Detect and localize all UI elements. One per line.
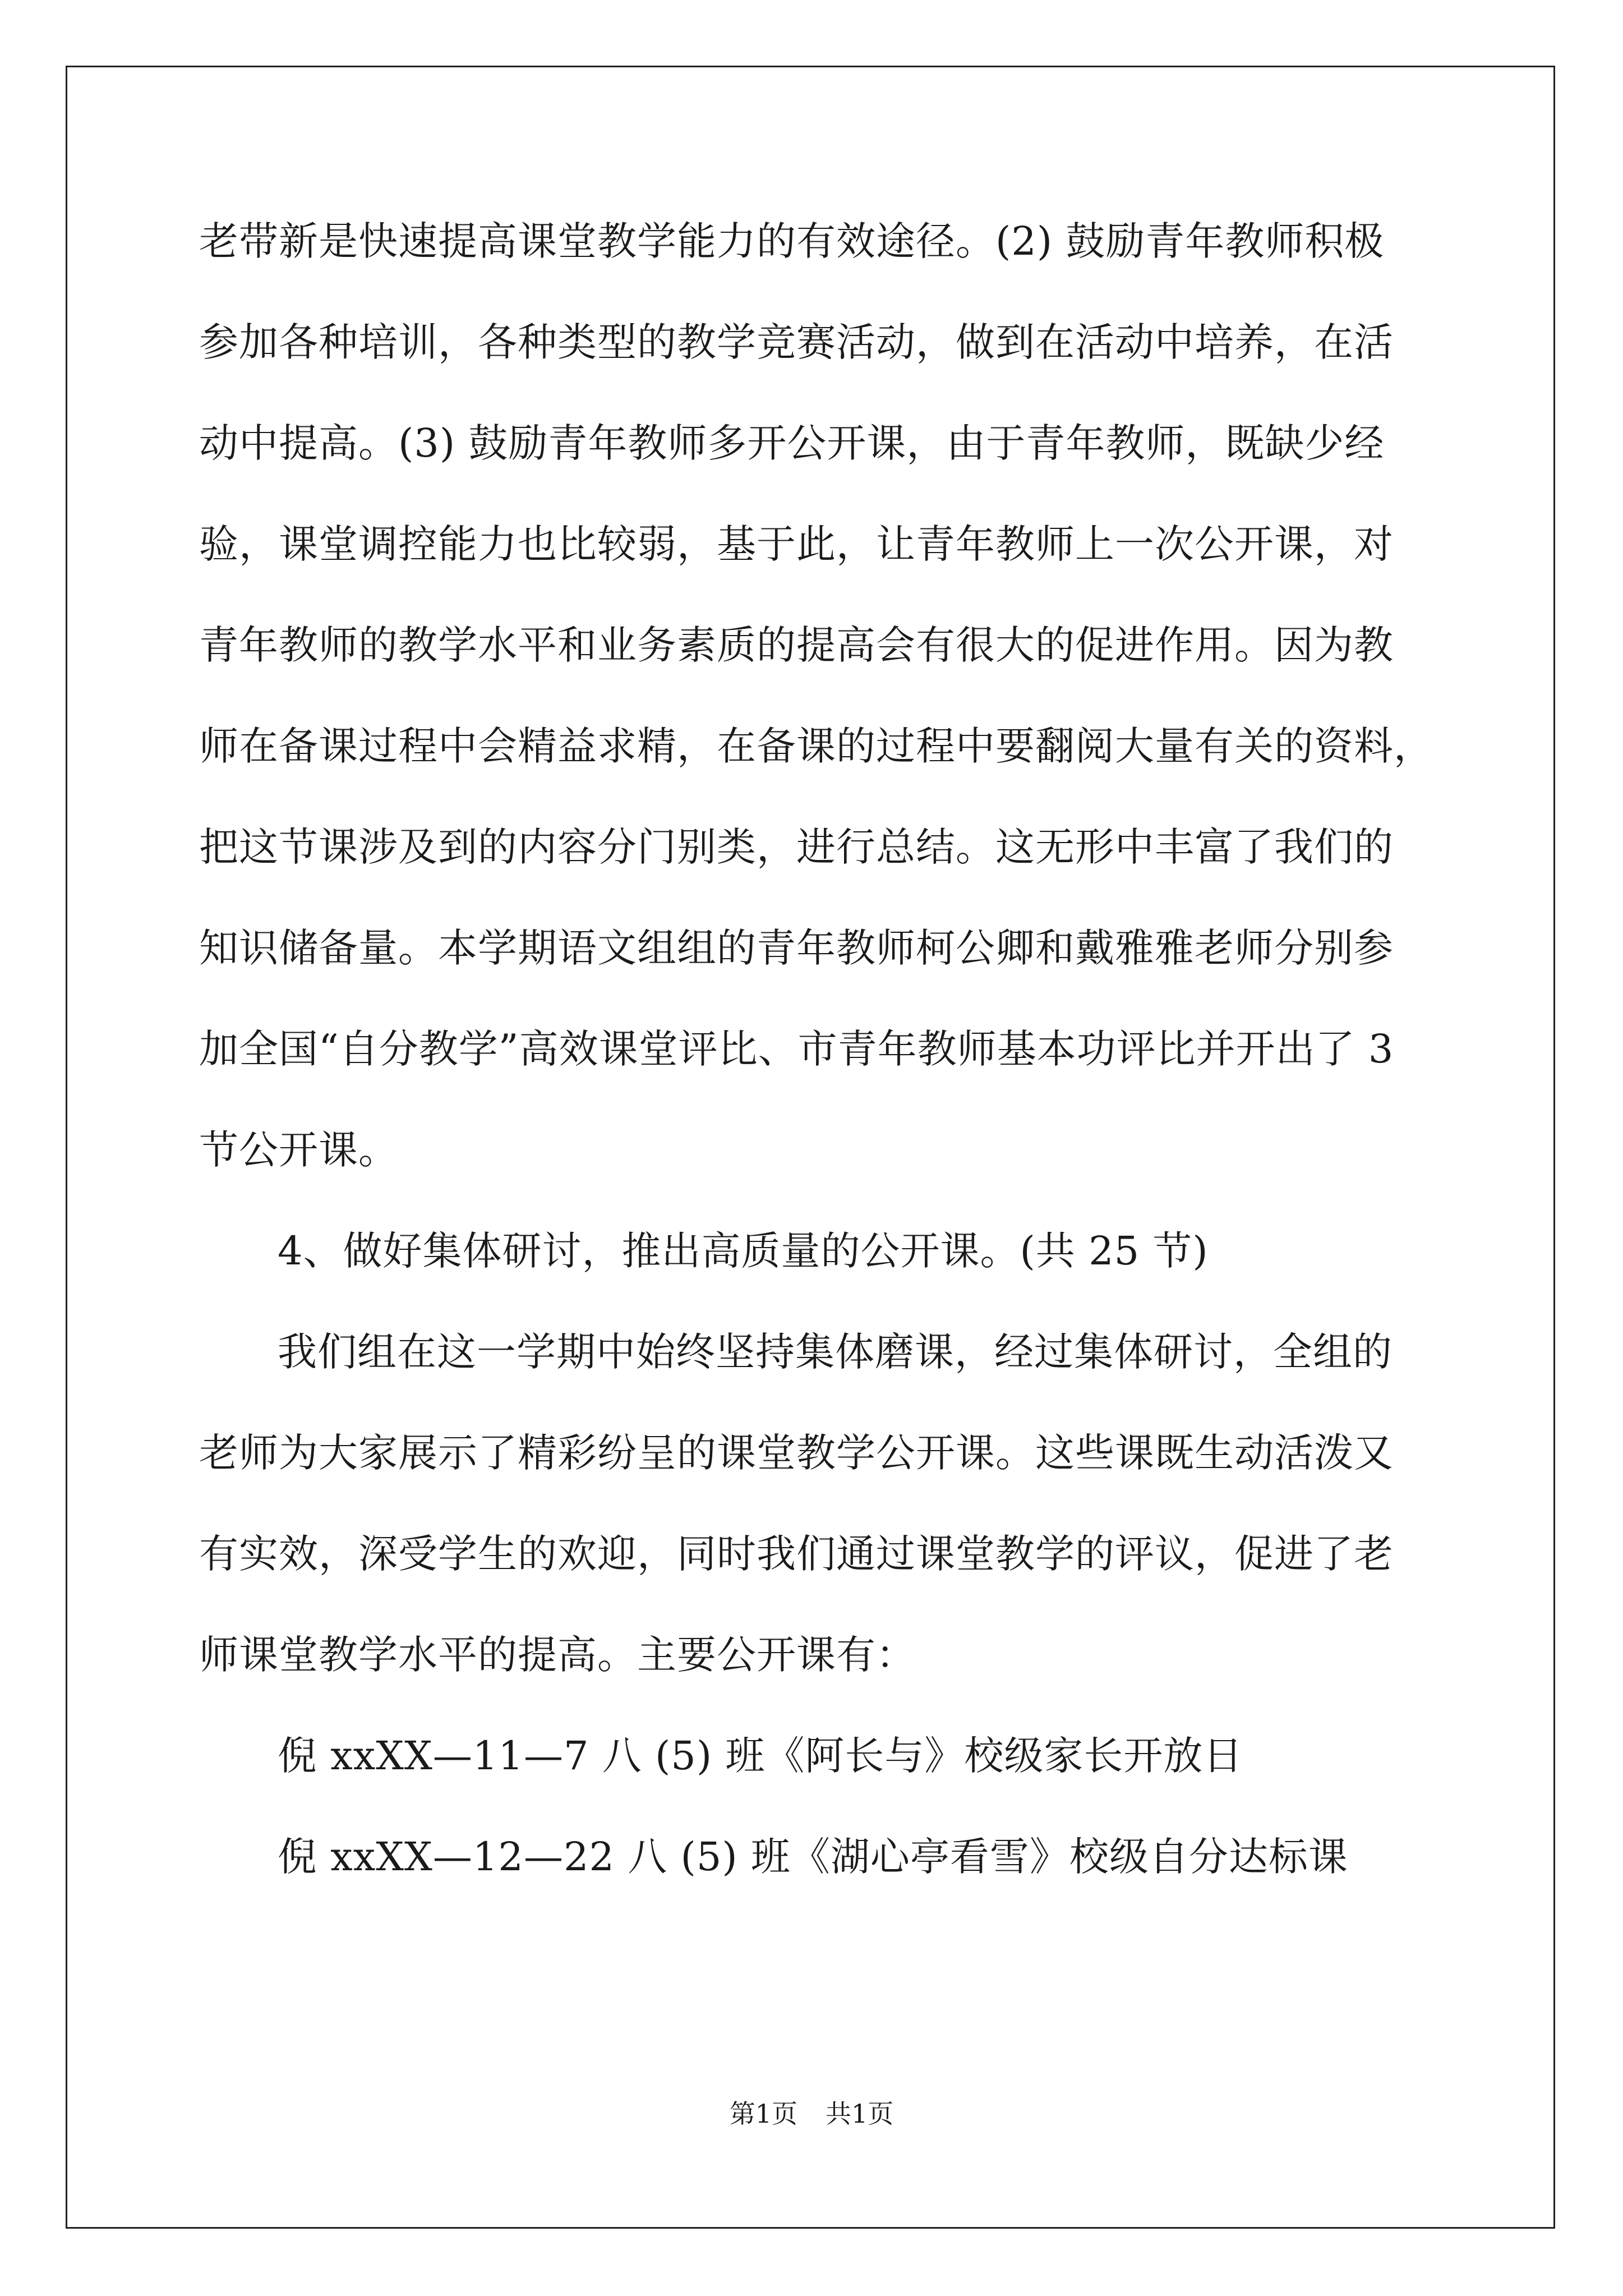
text-line: 我们组在这一学期中始终坚持集体磨课，经过集体研讨，全组的 xyxy=(278,1329,1393,1375)
text-line: 动中提高。(3) 鼓励青年教师多开公开课，由于青年教师，既缺少经 xyxy=(199,420,1385,466)
text-line: 有实效，深受学生的欢迎，同时我们通过课堂教学的评议，促进了老 xyxy=(199,1531,1394,1577)
text-line: 老师为大家展示了精彩纷呈的课堂教学公开课。这些课既生动活泼又 xyxy=(199,1430,1394,1476)
page-number-total: 共1页 xyxy=(826,2099,894,2129)
list-item: 倪 xxXX—12—22 八 (5) 班《湖心亭看雪》校级自分达标课 xyxy=(278,1834,1348,1880)
text-line: 知识储备量。本学期语文组组的青年教师柯公卿和戴雅雅老师分别参 xyxy=(199,925,1394,971)
text-line: 参加各种培训，各种类型的教学竞赛活动，做到在活动中培养，在活 xyxy=(199,319,1394,365)
page-footer xyxy=(0,2097,1623,2131)
text-line: 老带新是快速提高课堂教学能力的有效途径。(2) 鼓励青年教师积极 xyxy=(199,218,1385,264)
section-heading: 4、做好集体研讨，推出高质量的公开课。(共 25 节) xyxy=(278,1228,1209,1274)
text-line: 验，课堂调控能力也比较弱，基于此，让青年教师上一次公开课，对 xyxy=(199,521,1394,567)
text-line: 师课堂教学水平的提高。主要公开课有： xyxy=(199,1632,916,1678)
text-line: 加全国“自分教学”高效课堂评比、市青年教师基本功评比并开出了 3 xyxy=(199,1026,1394,1072)
text-line: 青年教师的教学水平和业务素质的提高会有很大的促进作用。因为教 xyxy=(199,622,1394,668)
text-line: 节公开课。 xyxy=(199,1127,398,1173)
page-number-current: 第1页 xyxy=(729,2099,797,2129)
text-line: 师在备课过程中会精益求精，在备课的过程中要翻阅大量有关的资料， xyxy=(199,723,1433,769)
text-line: 把这节课涉及到的内容分门别类，进行总结。这无形中丰富了我们的 xyxy=(199,824,1394,870)
list-item: 倪 xxXX—11—7 八 (5) 班《阿长与》校级家长开放日 xyxy=(278,1733,1243,1779)
